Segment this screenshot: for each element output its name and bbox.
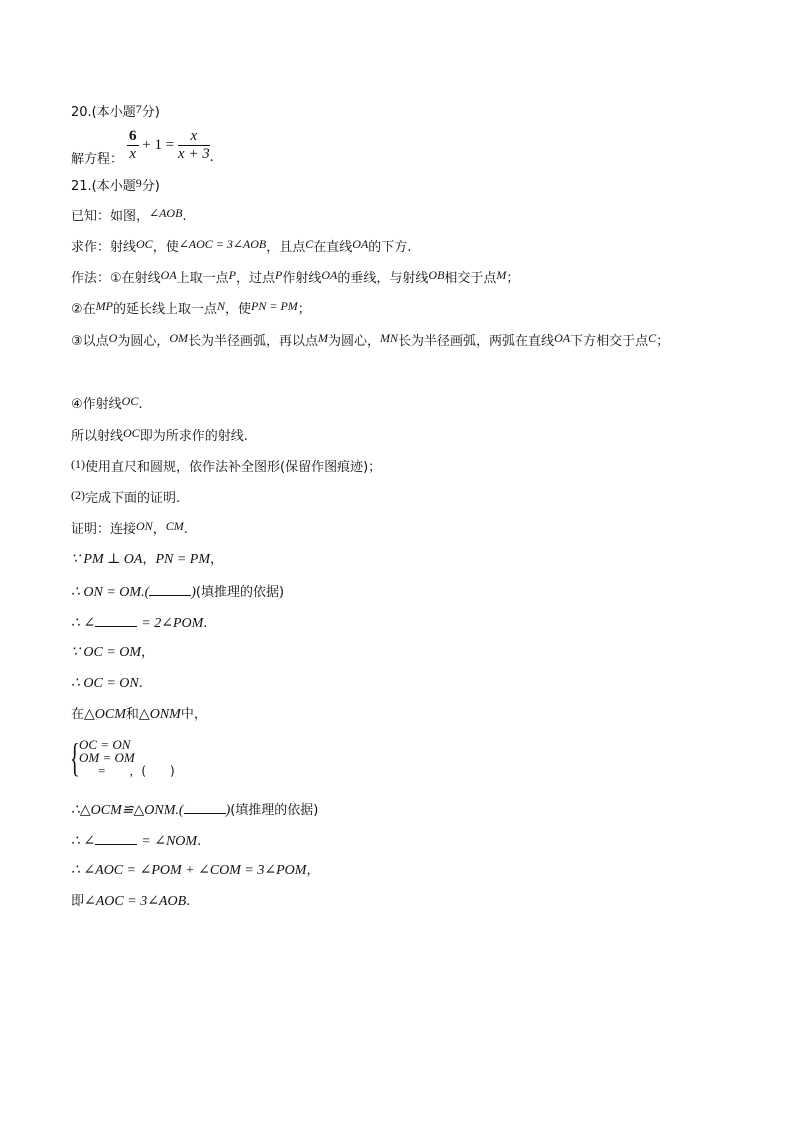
text: 在直线 [313,240,353,255]
text: ， [152,522,166,537]
text: ； [297,302,311,317]
text: 长为半径画弧，两弧在直线 [398,334,555,349]
text: (填推理的依据) [230,803,319,818]
math: OA [321,268,338,282]
text: 作法：①在射线 [71,271,161,286]
system-row-3 [79,764,175,778]
answer-blank-reason-1[interactable] [149,583,191,596]
fraction-x-over-x-plus-3 [178,128,210,163]
q21-step3 [71,333,669,350]
math: O [108,331,118,345]
q21-header [71,178,160,195]
math: P [275,268,283,282]
math: ∴ ∠ [71,616,96,631]
text: 完成下面的证明. [85,491,181,506]
q21-part2 [71,490,180,507]
math: MP [95,299,113,313]
math: MN [380,331,399,345]
q21-step1 [71,270,519,287]
math: PN = PM [251,299,298,313]
q21-part1 [71,459,381,476]
text: ，过点 [236,271,276,286]
proof-line-9 [71,832,201,850]
text: 的下方. [368,240,412,255]
part-number: (2) [71,488,85,502]
math: ∠AOC = 3∠AOB [84,894,187,909]
math: ∵ OC = OM [71,645,142,660]
text: (填推理的依据) [195,585,285,600]
math: △OCM [84,707,126,722]
math: OA [554,331,571,345]
math: OA [160,268,177,282]
math: OM [169,331,189,345]
text: 即 [71,894,85,909]
text: . [182,209,187,224]
frac1-numerator: 6 [129,128,137,144]
text: ②在 [71,302,96,317]
system-row-3-reason: ，( ) [129,764,175,778]
proof-line-6 [71,676,143,692]
text: ； [656,334,670,349]
math: OB [428,268,445,282]
math: M [496,268,507,282]
text: ， [210,552,224,567]
q21-step2 [71,301,311,318]
system-row-2: OM = OM [79,750,135,765]
proof-line-4 [71,614,207,632]
text: . [138,397,143,412]
text: 作射线 [282,271,322,286]
math: P [228,268,237,282]
text: ； [506,271,520,286]
math: ON [136,519,153,533]
math: △ONM [138,707,181,722]
q21-conclusion [71,428,248,445]
text: 所以射线 [71,429,124,444]
answer-blank-reason-2[interactable] [184,801,226,814]
text: 的延长线上取一点 [112,302,217,317]
proof-line-10 [71,863,319,879]
math: ) [225,803,231,818]
text: 证明：连接 [71,522,137,537]
math: C [305,237,314,251]
q20-points: 7 [135,102,142,116]
text: 已知：如图， [71,209,150,224]
math: ∵ PM ⊥ OA [71,552,143,567]
math: C [648,331,657,345]
text: 和 [125,707,139,722]
proof-line-3 [71,583,284,601]
text: 的垂线，与射线 [337,271,429,286]
q21-task [71,239,411,256]
left-brace-icon: { [70,735,80,780]
part-number: (1) [71,457,85,471]
q21-header-end: 分) [141,179,160,194]
math: OC [136,237,153,251]
text: 中， [180,707,207,722]
text: . [138,676,143,691]
text: . [197,834,202,849]
equation-period: . [209,148,214,165]
answer-blank-angle-2[interactable] [95,832,137,845]
system-row-1: OC = ON [79,737,131,752]
math: = 2∠POM [141,616,204,631]
q20-header [71,104,160,121]
math: PN = PM [155,552,211,567]
text: ，使 [225,302,252,317]
q20-header-end: 分) [141,105,160,120]
text: ， [142,552,156,567]
frac2-denominator: x + 3 [177,146,210,162]
text: 为圆心， [117,334,170,349]
text: 长为半径画弧，再以点 [188,334,319,349]
math: ∠AOC = 3∠AOB [178,237,267,251]
proof-line-8 [71,801,318,819]
text: 下方相交于点 [570,334,649,349]
equation-middle: + 1 = [142,137,175,153]
q21-given [71,208,187,225]
math: N [217,299,226,313]
math: ∴ ON = OM.( [71,585,150,600]
text: . [203,616,208,631]
math: ∴△OCM≌△ONM.( [71,803,184,818]
proof-line-2 [71,552,223,568]
q21-points: 9 [135,176,142,190]
equation-system [70,735,175,780]
text: ， [306,863,320,878]
frac2-numerator: x [178,128,210,146]
text: 求作：射线 [71,240,137,255]
text: . [183,522,188,537]
fraction-6-over-x [127,128,139,163]
text: 上取一点 [176,271,229,286]
q20-label-text: 解方程： [71,152,124,167]
q21-step4 [71,396,142,413]
math: = ∠NOM [141,834,198,849]
text: . [186,894,191,909]
text: 为圆心， [328,334,381,349]
text: ④作射线 [71,397,122,412]
q20-equation [127,128,213,166]
proof-line-7 [71,707,207,723]
math: ∴ ∠AOC = ∠POM + ∠COM = 3∠POM [71,863,307,878]
text: ，且点 [266,240,306,255]
proof-line-11 [71,894,190,910]
q20-label [71,152,123,168]
math: CM [165,519,184,533]
math: ) [191,585,196,600]
math: M [318,331,329,345]
text: 即为所求作的射线. [139,429,248,444]
frac1-denominator: x [129,146,137,162]
proof-line-5 [71,645,154,661]
q21-header-text: 21.(本小题 [71,179,136,194]
text: 使用直尺和圆规，依作法补全图形(保留作图痕迹)； [85,460,382,475]
text: ， [141,645,155,660]
proof-line-1 [71,521,188,538]
q20-header-text: 20.(本小题 [71,105,136,120]
math: OC [121,394,139,408]
text: ，使 [152,240,179,255]
math: ∠AOB [149,206,183,220]
text: 相交于点 [444,271,497,286]
math: ∴ ∠ [71,834,96,849]
math: OC [123,426,140,440]
answer-blank-angle-1[interactable] [95,614,137,627]
text: 在 [71,707,85,722]
math: ∴ OC = ON [71,676,139,691]
system-row-3-eq: = [98,763,106,778]
text: ③以点 [71,334,109,349]
math: OA [352,237,369,251]
